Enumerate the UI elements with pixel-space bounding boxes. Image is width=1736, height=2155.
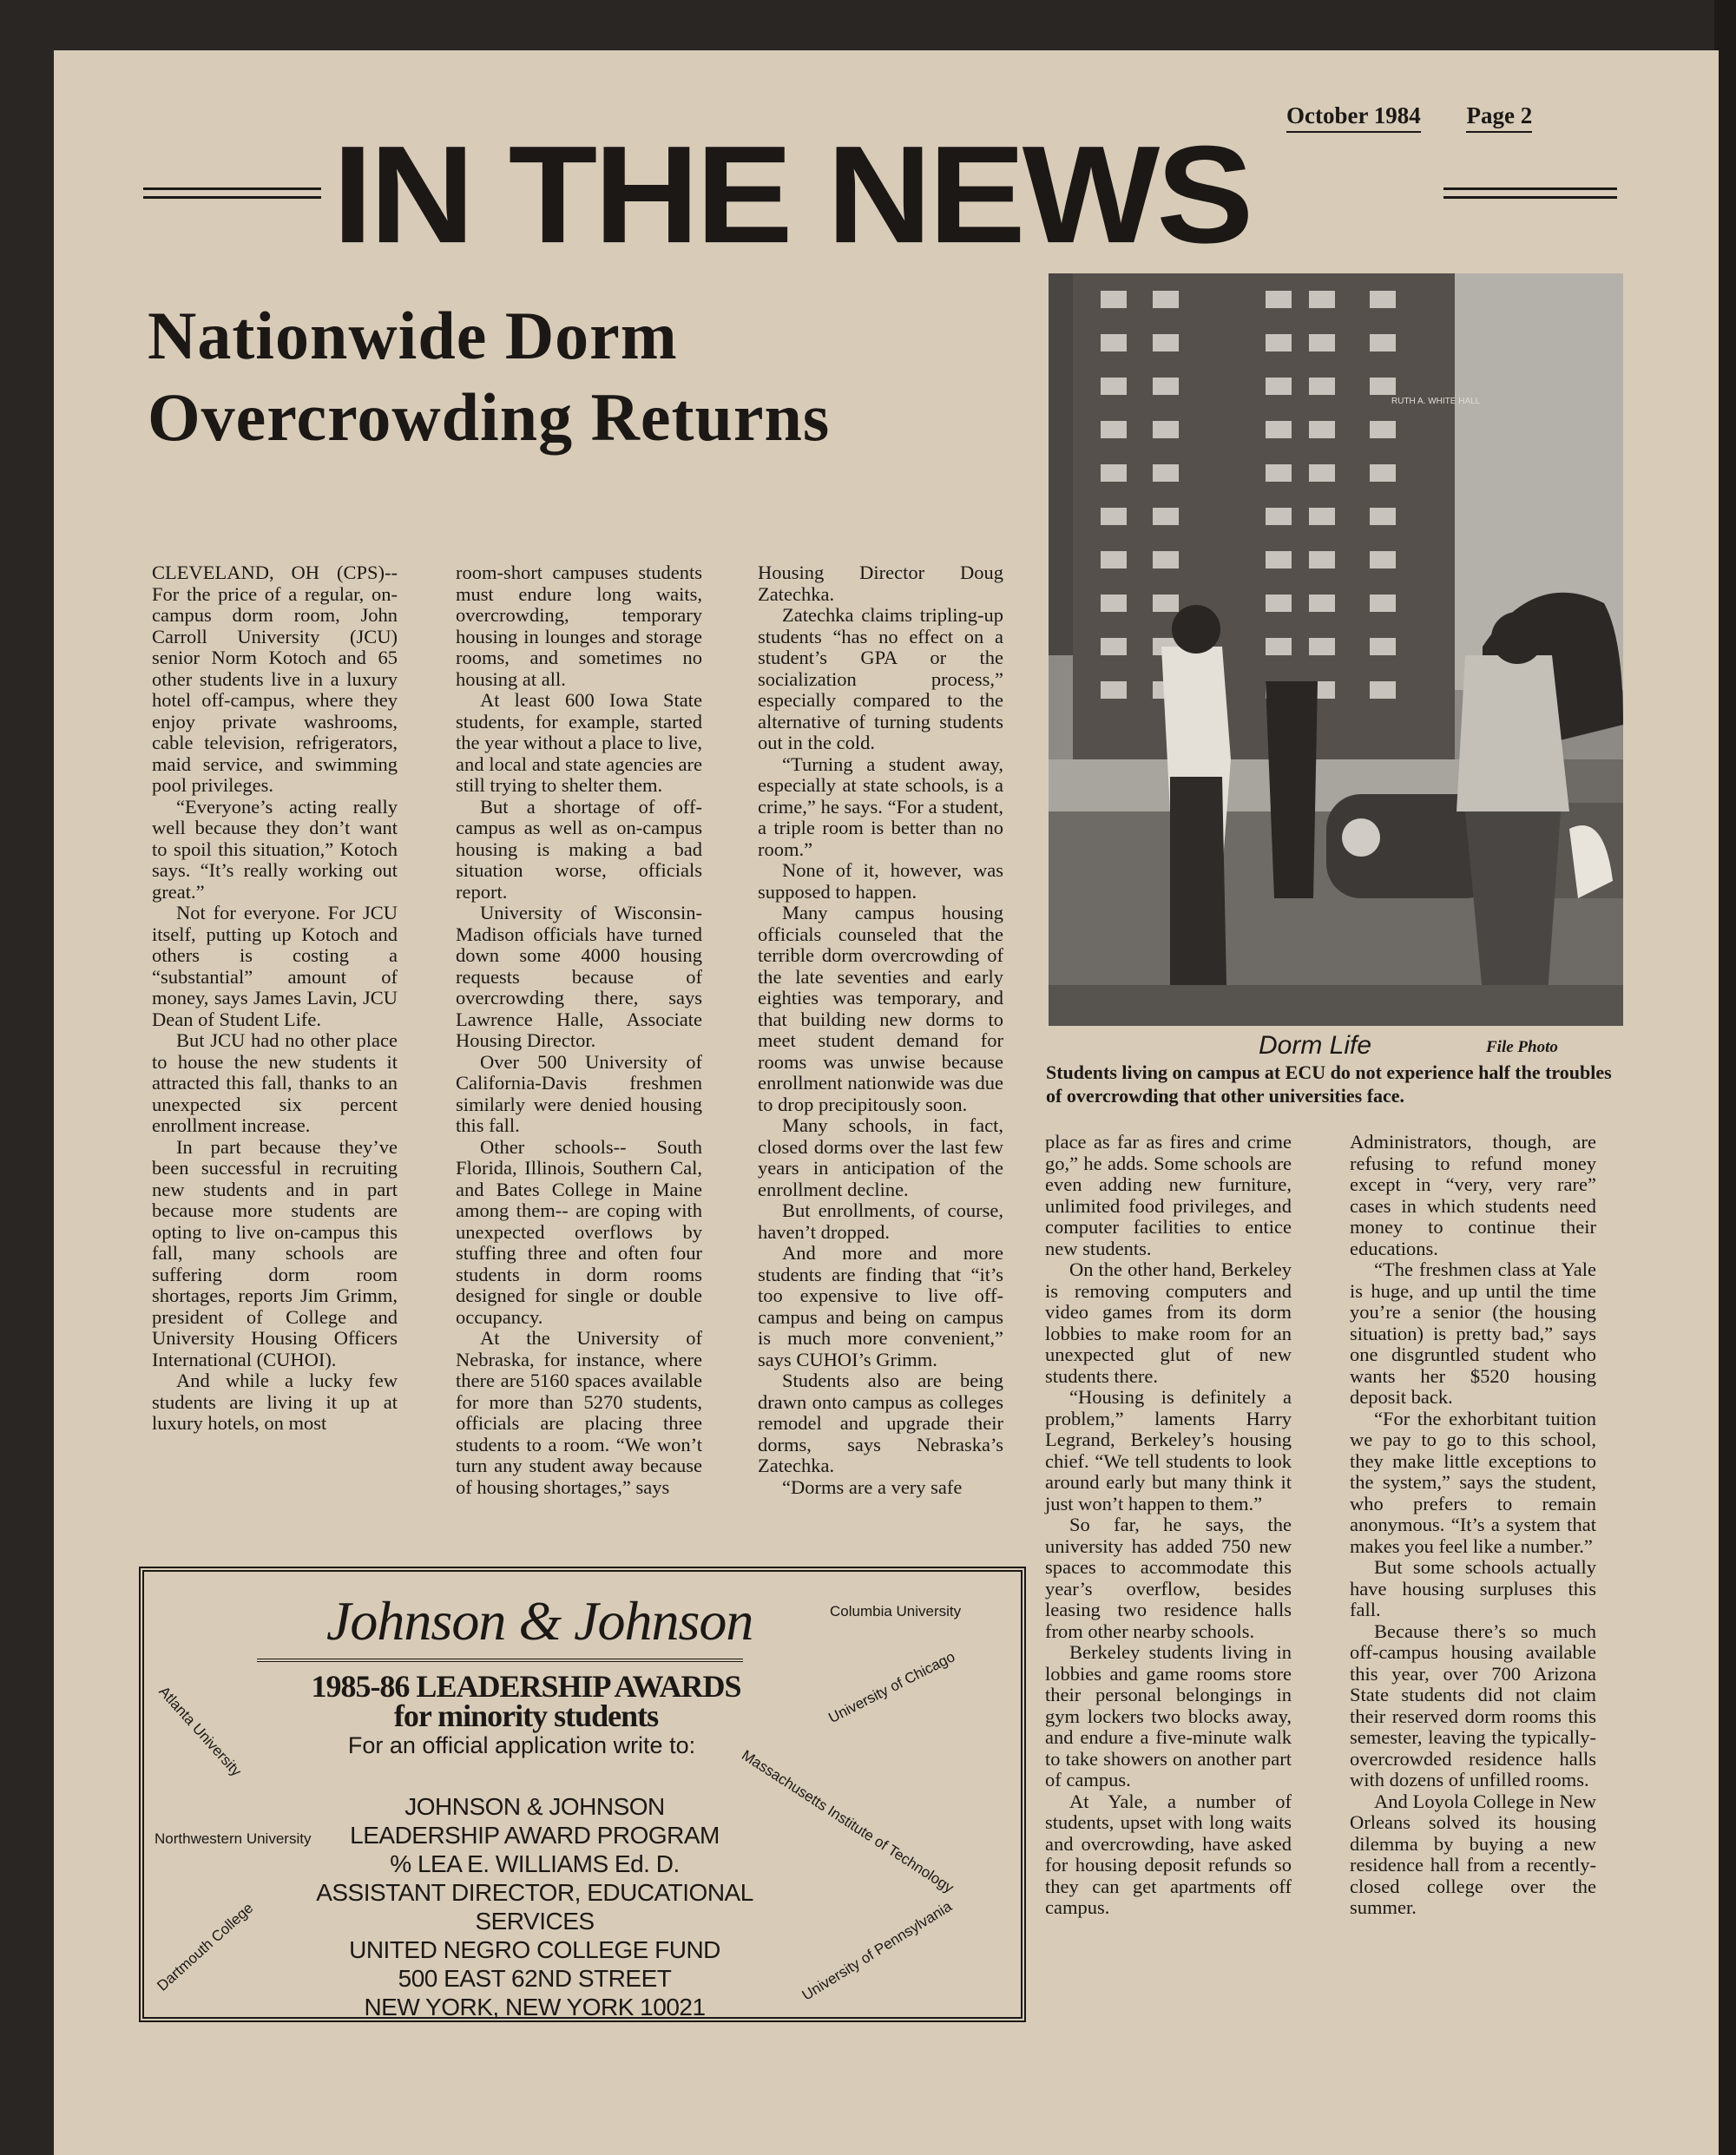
awards-line-2: for minority students [393,1698,659,1733]
awards-heading [309,1669,743,1733]
university-name: Massachusetts Institute of Technology [739,1746,957,1896]
paragraph: CLEVELAND, OH (CPS)--For the price of a regular, on-campus dorm room, John Carroll University (JCU) senior Norm Kotoch and 65 other students live in a luxury hotel off-campus, where they enjoy private washrooms, cable television, refrigerators, maid service, and swimming pool privileges. [152,562,398,796]
paragraph: University of Wisconsin-Madison officials have turned down some 4000 housing requests because of overcrowding there, says Lawrence Halle, Associate Housing Director. [456,902,702,1051]
jj-logo: Johnson & Johnson [326,1590,753,1652]
paragraph: None of it, however, was supposed to happen. [758,859,1003,903]
university-name: University of Chicago [825,1648,958,1727]
article-column-5 [1350,1132,1596,1919]
headline-line-2: Overcrowding Returns [148,378,831,455]
paragraph: Other schools-- South Florida, Illinois, Southern Cal, and Bates College in Maine among them-- are coping with unexpected overflows by stuffing three and often four students in dorm rooms designed for single or double occupancy. [456,1135,702,1328]
issue-date: October 1984 [1286,102,1421,133]
page-number: Page 2 [1466,102,1532,133]
paragraph: Not for everyone. For JCU itself, putting up Kotoch and others is costing a “substantial” amount of money, says James Lavin, JCU Dean of Student Life. [152,902,398,1030]
article-column-2 [456,562,702,1498]
address-line: UNITED NEGRO COLLEGE FUND [349,1936,720,1963]
paragraph: And more and more students are finding that “it’s too expensive to live off-campus and being on campus is much more convenient,” says CUHOI’s Grimm. [758,1242,1003,1370]
address-line: LEADERSHIP AWARD PROGRAM [350,1822,720,1849]
article-column-4 [1045,1132,1292,1919]
paragraph: “For the exhorbitant tuition we pay to go to this school, they make little exceptions to the system,” says the student, who prefers to remain anonymous. “It’s a system that makes you feel like a number.” [1350,1407,1596,1557]
university-name: Atlanta University [155,1683,245,1780]
section-masthead [143,116,1619,273]
article-column-3 [758,562,1003,1498]
paragraph: Students also are being drawn onto campus as colleges remodel and upgrade their dorms, says Nebraska’s Zatechka. [758,1370,1003,1476]
mailing-address [274,1792,795,2021]
paragraph: Zatechka claims tripling-up students “has no effect on a student’s GPA or the socialization process,” especially compared to the alternative of turning students out in the cold. [758,604,1003,753]
article-headline [148,295,911,457]
paragraph: But a shortage of off-campus as well as on-campus housing is making a bad situation worse, officials report. [456,795,702,903]
building-sign: RUTH A. WHITE HALL [1391,397,1481,406]
paragraph: room-short campuses students must endure long waits, overcrowding, temporary housing in lounges and storage rooms, and sometimes no housing at all. [456,562,702,690]
paragraph: “Turning a student away, especially at state schools, is a crime,” he says. “For a student, a triple room is better than no room.” [758,752,1003,860]
paragraph: But some schools actually have housing surpluses this fall. [1350,1556,1596,1620]
address-line: 500 EAST 62ND STREET [398,1965,672,1992]
paragraph: But enrollments, of course, haven’t dropped. [758,1199,1003,1243]
university-name: Northwestern University [155,1830,312,1847]
masthead-rule-right [1443,187,1617,199]
photo-credit: File Photo [1486,1038,1558,1056]
paragraph: So far, he says, the university has added 750 new spaces to accommodate this year’s overflow, besides leasing two residence halls from other nearby schools. [1045,1514,1292,1642]
dorm-photo [1049,273,1623,1026]
paragraph: On the other hand, Berkeley is removing computers and video games from its dorm lobbies to make room for an unexpected glut of new students there. [1045,1258,1292,1387]
logo-underline [257,1659,743,1662]
dateline [1286,102,1660,133]
section-title: IN THE NEWS [332,116,1251,273]
paragraph: At the University of Nebraska, for instance, where there are 5160 spaces available for more than 5270 students, officials are placing three students to a room. “We won’t turn any student away because of housing shortages,” says [456,1327,702,1498]
university-name: Columbia University [830,1603,962,1620]
paragraph: In part because they’ve been successful in recruiting new students and in part because more students are opting to live on-campus this fall, many schools are suffering dorm room shortages, reports Jim Grimm, president of College and University Housing Officers International (CUHOI). [152,1135,398,1370]
photo-caption: Students living on campus at ECU do not experience half the troubles of overcrowding that other universities face. [1046,1061,1612,1107]
article-column-1 [152,562,398,1435]
johnson-johnson-advertisement [139,1567,1026,2022]
paragraph: place as far as fires and crime go,” he adds. Some schools are even adding new furniture, unlimited food privileges, and computer facilities to entice new students. [1045,1131,1292,1259]
university-name: Dartmouth College [154,1899,257,1994]
paragraph: Administrators, though, are refusing to refund money except in “very, very rare” cases in which students need money to continue their educations. [1350,1131,1596,1259]
university-name: University of Pennsylvania [799,1897,955,2004]
masthead-rule-left [143,187,321,199]
paragraph: At Yale, a number of students, upset with long waits and overcrowding, have asked for housing deposit refunds so they can get apartments off campus. [1045,1790,1292,1918]
paragraph: “Housing is definitely a problem,” laments Harry Legrand, Berkeley’s housing chief. “We tell students to look around early but many think it just won’t happen to them.” [1045,1386,1292,1514]
paragraph: Because there’s so much off-campus housing available this year, over 700 Arizona State students did not claim their reserved dorm rooms this semester, leaving the typically-overcrowded residence halls with dozens of unfilled rooms. [1350,1620,1596,1790]
address-line: JOHNSON & JOHNSON [404,1793,665,1820]
address-line: ASSISTANT DIRECTOR, EDUCATIONAL SERVICES [316,1879,753,1935]
photo-title: Dorm Life [1259,1031,1372,1060]
paragraph: Over 500 University of California-Davis freshmen similarly were denied housing this fall. [456,1050,702,1136]
paragraph: Many campus housing officials counseled that the terrible dorm overcrowding of the late seventies and early eighties was temporary, and that building new dorms to meet student demand for rooms was unwise because enrollment nationwide was due to drop precipitously soon. [758,902,1003,1115]
paragraph: And while a lucky few students are living it up at luxury hotels, on most [152,1370,398,1434]
write-to-line: For an official application write to: [347,1732,696,1758]
paragraph: Berkeley students living in lobbies and game rooms store their personal belongings in gym lockers two blocks away, and endure a five-minute walk to take showers on another part of campus. [1045,1641,1292,1790]
headline-line-1: Nationwide Dorm [148,298,678,373]
address-line: NEW YORK, NEW YORK 10021 [364,1994,706,2020]
paragraph: “Dorms are a very safe [782,1475,963,1498]
paragraph: “Everyone’s acting really well because they don’t want to spoil this situation,” Kotoch says. “It’s really working out great.” [152,795,398,903]
paragraph: “The freshmen class at Yale is huge, and up until the time you’re a senior (the housing situation) is pretty bad,” says one disgruntled student who wants her $520 housing deposit back. [1350,1258,1596,1408]
paragraph: At least 600 Iowa State students, for example, started the year without a place to live, and local and state agencies are still trying to shelter them. [456,689,702,796]
address-line: % LEA E. WILLIAMS Ed. D. [390,1850,680,1877]
awards-line-1: 1985-86 LEADERSHIP AWARDS [311,1669,741,1704]
paragraph: Housing Director Doug Zatechka. [758,562,1003,605]
paragraph: Many schools, in fact, closed dorms over the last few years in anticipation of the enrollment decline. [758,1114,1003,1200]
paragraph: And Loyola College in New Orleans solved its housing dilemma by buying a new residence hall from a recently-closed college over the summer. [1350,1790,1596,1918]
paragraph: But JCU had no other place to house the new students it attracted this fall, thanks to an unexpected six percent enrollment increase. [152,1029,398,1136]
